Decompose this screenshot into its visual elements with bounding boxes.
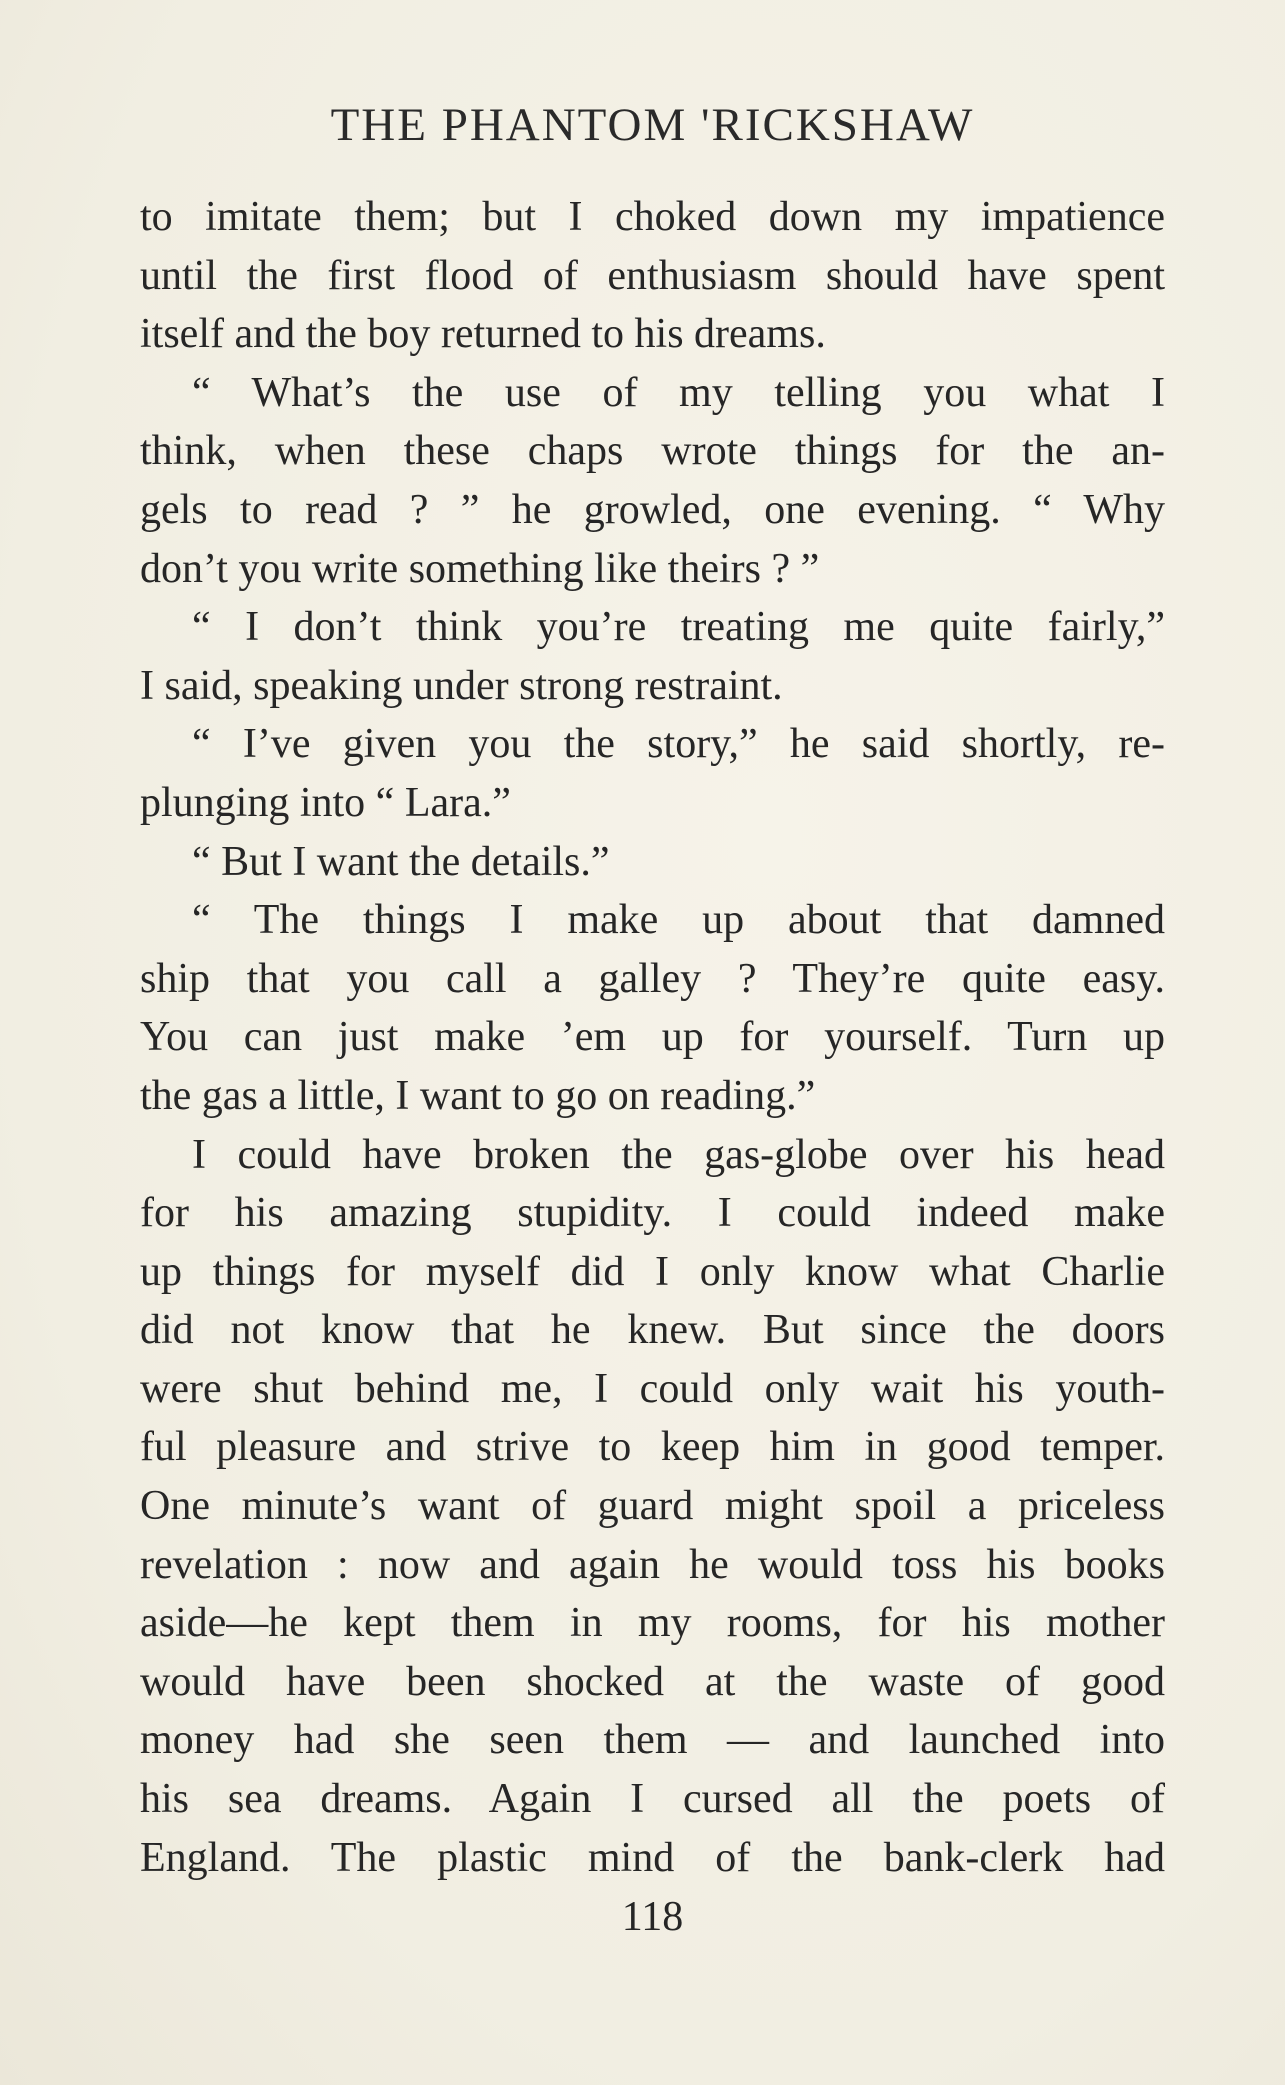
text-line: plunging into “ Lara.” — [140, 779, 511, 826]
text-line: don’t you write something like theirs ? ” — [140, 545, 820, 592]
text-line: did not know that he knew. But since the doors — [140, 1307, 1165, 1354]
text-line: aside—he kept them in my rooms, for his mother — [140, 1600, 1165, 1647]
text-line: “ I don’t think you’re treating me quite fairly,” — [192, 604, 1165, 651]
text-line: ship that you call a galley ? They’re quite easy. — [140, 955, 1165, 1002]
text-line: “ What’s the use of my telling you what I — [192, 369, 1165, 416]
text-line: I could have broken the gas-globe over his head — [192, 1131, 1165, 1178]
text-line: until the first flood of enthusiasm should have spent — [140, 252, 1165, 299]
text-line: ful pleasure and strive to keep him in good temper. — [140, 1424, 1165, 1471]
page-number: 118 — [621, 1894, 684, 1940]
text-line: You can just make ’em up for yourself. Turn up — [140, 1014, 1165, 1061]
text-line: to imitate them; but I choked down my impatience — [140, 194, 1165, 240]
text-line: “ The things I make up about that damned — [192, 897, 1165, 944]
text-line: “ I’ve given you the story,” he said shortly, re- — [192, 721, 1165, 768]
text-line: think, when these chaps wrote things for the an- — [140, 428, 1165, 475]
text-line: for his amazing stupidity. I could indeed make — [140, 1190, 1165, 1237]
text-line: would have been shocked at the waste of good — [140, 1658, 1165, 1705]
text-line: “ But I want the details.” — [192, 838, 610, 885]
text-line: were shut behind me, I could only wait his youth- — [140, 1365, 1165, 1412]
text-line: money had she seen them — and launched into — [140, 1717, 1165, 1764]
text-line: One minute’s want of guard might spoil a priceless — [140, 1483, 1165, 1530]
running-head: THE PHANTOM 'RICKSHAW — [330, 99, 975, 151]
text-line: I said, speaking under strong restraint. — [140, 662, 783, 709]
text-line: gels to read ? ” he growled, one evening. “ Why — [140, 486, 1165, 533]
text-line: the gas a little, I want to go on reading.” — [140, 1072, 816, 1119]
body-text — [140, 188, 1165, 1887]
text-line: revelation : now and again he would toss his books — [140, 1541, 1165, 1588]
text-line: his sea dreams. Again I cursed all the poets of — [140, 1776, 1165, 1823]
text-line: England. The plastic mind of the bank-clerk had — [140, 1834, 1165, 1881]
text-line: itself and the boy returned to his dreams. — [140, 311, 826, 358]
text-line: up things for myself did I only know what Charlie — [140, 1248, 1165, 1295]
